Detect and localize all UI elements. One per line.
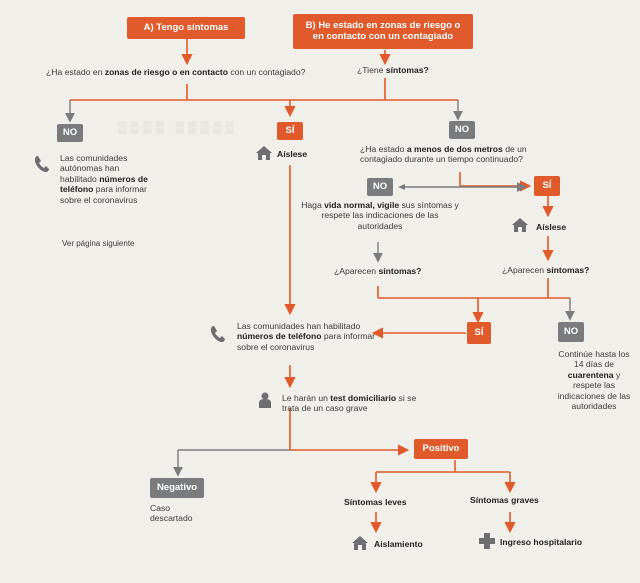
home-test-text: Le harán un test domiciliario si se trata de un caso grave [282, 393, 417, 414]
si-box-distance: SÍ [534, 176, 560, 196]
phone-icon [210, 325, 226, 343]
question-appear-symptoms-left: ¿Aparecen síntomas? [334, 266, 422, 276]
header-b-box [293, 14, 473, 49]
question-two-meters: ¿Ha estado a menos de dos metros de un contagiado durante un tiempo continuado? [360, 144, 527, 165]
hospital-admission-label: Ingreso hospitalario [500, 537, 583, 547]
isolation-label: Aislamiento [374, 539, 423, 549]
isolate-label: Aíslese [277, 149, 308, 159]
person-icon [258, 392, 272, 408]
house-icon [352, 536, 368, 550]
normal-life-text: Haga vida normal, vigile sus síntomas y respete las indicaciones de las autoridades [301, 200, 459, 231]
negative-box: Negativo [150, 478, 204, 498]
header-b-label: B) He estado en zonas de riesgo o en contacto con un contagiado [305, 19, 461, 42]
no-box-quarantine: NO [558, 322, 584, 342]
no-box-distance: NO [367, 178, 393, 196]
header-a-box [127, 17, 245, 39]
quarantine-text: Continúe hasta los 14 días de cuarentena y respete las indicaciones de las autoridades [557, 349, 631, 412]
positive-box: Positivo [414, 439, 468, 459]
mild-symptoms-label: Síntomas leves [344, 497, 407, 507]
question-risk-zones: ¿Ha estado en zonas de riesgo o en contacto con un contagiado? [46, 67, 306, 77]
case-discarded-text: Caso descartado [150, 503, 193, 524]
question-symptoms: ¿Tiene síntomas? [357, 65, 429, 75]
background-print: ▒▒▒▒ ▒▒▒▒▒ [118, 120, 238, 134]
cross-icon [479, 533, 495, 549]
phone-info-text-middle: Las comunidades han habilitado números de teléfono para informar sobre el coronavirus [237, 321, 376, 352]
phone-info-text-left: Las comunidades autónomas han habilitado números de teléfono para informar sobre el coronavirus [60, 153, 148, 205]
house-icon [512, 218, 528, 232]
no-box-right: NO [449, 121, 475, 139]
severe-symptoms-label: Síntomas graves [470, 495, 539, 505]
si-box-top: SÍ [277, 122, 303, 140]
house-icon [256, 146, 272, 160]
isolate-label-right: Aíslese [536, 222, 567, 232]
no-box-left: NO [57, 124, 83, 142]
phone-icon [34, 155, 50, 173]
see-next-page-link[interactable]: Ver página siguiente [62, 239, 135, 248]
question-appear-symptoms-right: ¿Aparecen síntomas? [502, 265, 590, 275]
si-box-merge: SÍ [467, 322, 491, 344]
header-a-label: A) Tengo síntomas [143, 21, 229, 33]
